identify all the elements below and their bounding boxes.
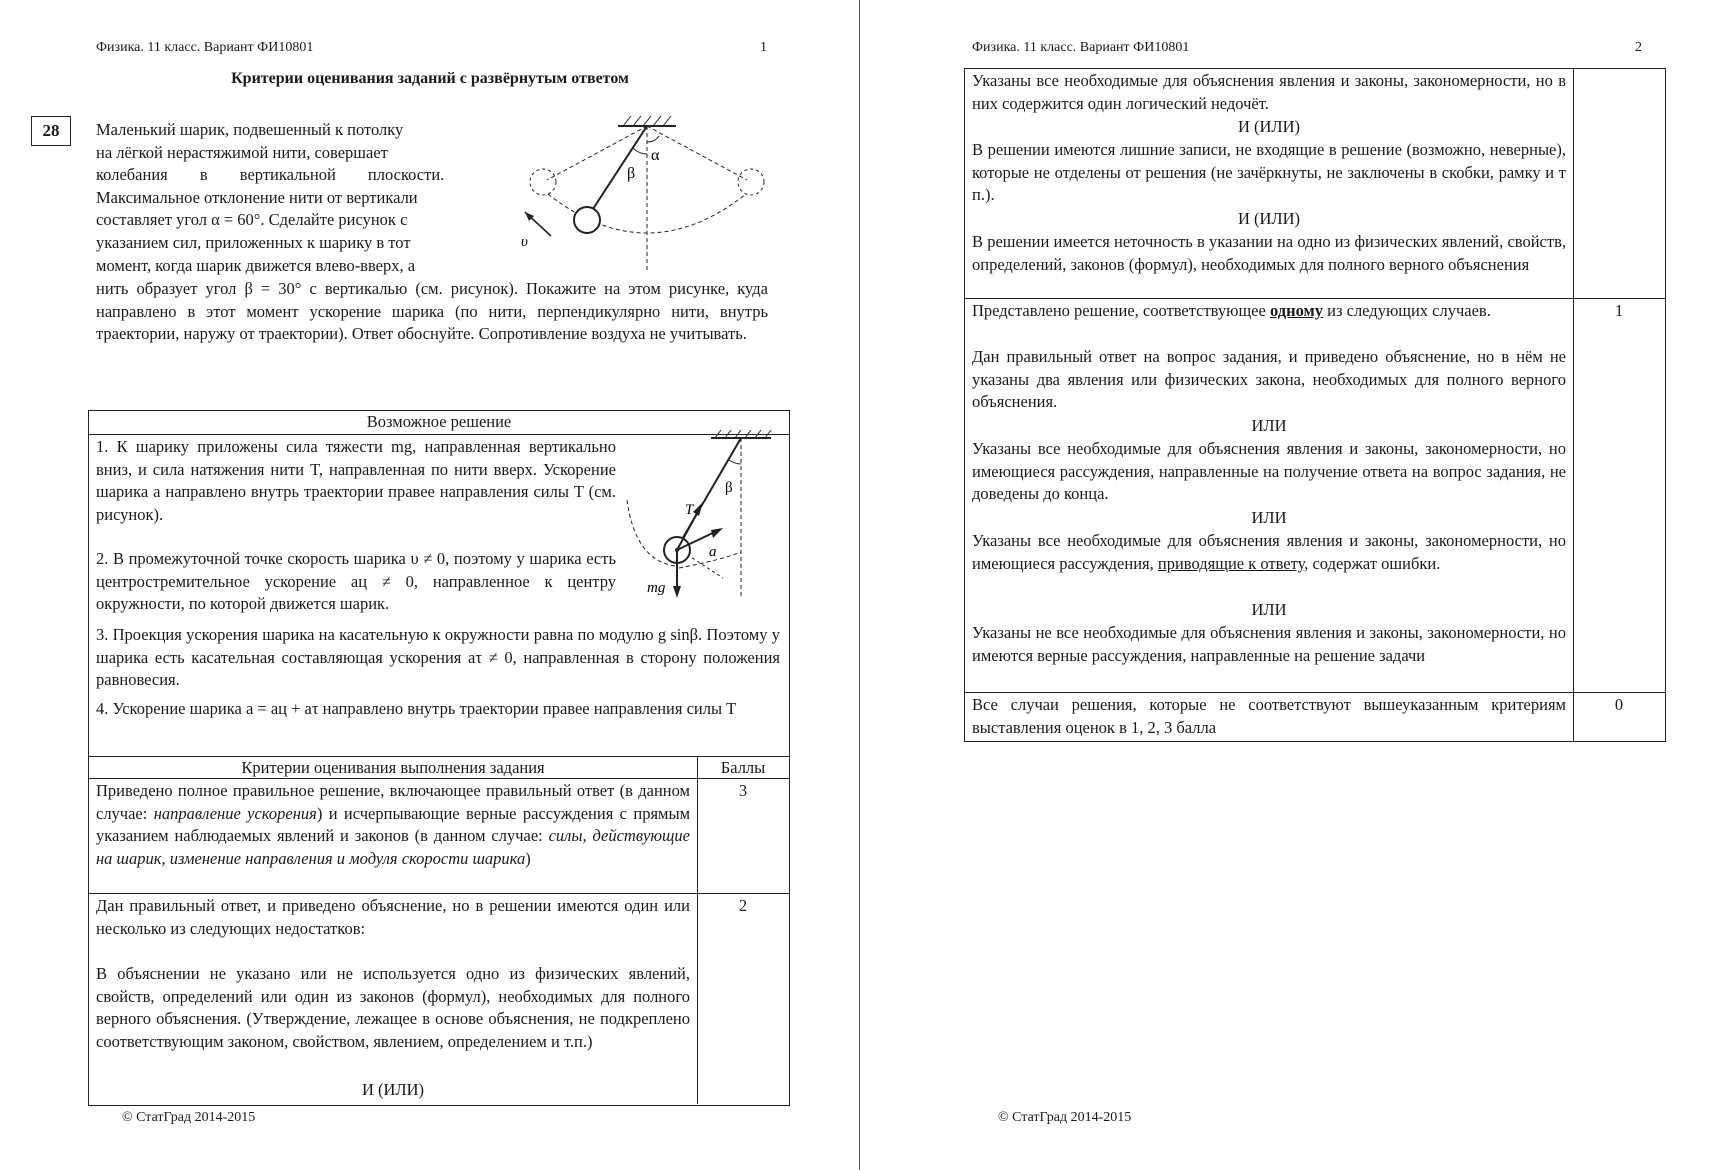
score-header: Баллы	[720, 758, 766, 777]
task-intro	[96, 119, 496, 277]
intro-line: колебания в вертикальной плоскости.	[96, 165, 445, 185]
score-0: 0	[1614, 695, 1624, 714]
page-2	[861, 0, 1714, 1170]
or-separator: ИЛИ	[1251, 416, 1287, 435]
criterion-1-case-b: Указаны все необходимые для объяснения явления и законы, закономерности, но имеющиеся рассуждения, направленные на получение ответа на вопрос задания, не доведены до конца.	[972, 439, 1566, 504]
intro-line: Маленький шарик, подвешенный к потолку	[96, 120, 404, 139]
criterion-2-case-d: В решении имеется неточность в указании на одно из физических явлений, свойств, определений, законов (формул), необходимых для полного верного объяснения	[972, 232, 1566, 274]
intro-line: составляет угол α = 60°. Сделайте рисунок с	[96, 210, 408, 230]
pendulum-figure	[515, 112, 775, 272]
criterion-1-case-c: Указаны все необходимые для объяснения явления и законы, закономерности, но имеющиеся рассуждения, приводящие к ответу, содержат ошибки.	[972, 531, 1566, 573]
criterion-2-case-b: Указаны все необходимые для объяснения явления и законы, закономерности, но в них содержится один логический недочёт.	[972, 71, 1566, 113]
alpha-label: α	[651, 147, 660, 164]
row-divider	[964, 692, 1665, 693]
criterion-3: Приведено полное правильное решение, включающее правильный ответ (в данном случае: направление ускорения) и исчерпывающие верные рассуждения с прямым указанием наблюдаемых явлений и законов (в данном случае: силы, действующие на шарик, изменение направления и модуля скорости шарика)	[96, 781, 691, 869]
criterion-2-case-c: В решении имеются лишние записи, не входящие в решение (возможно, неверные), которые не отделены от решения (не зачёркнуты, не заключены в скобки, рамку и т п.).	[972, 140, 1566, 205]
page-title: Критерии оценивания заданий с развёрнутым ответом	[231, 70, 629, 87]
page-footer: © СтатГрад 2014-2015	[998, 1110, 1132, 1125]
solution-header: Возможное решение	[366, 412, 512, 431]
beta-label: β	[725, 480, 733, 496]
page-footer: © СтатГрад 2014-2015	[122, 1110, 256, 1125]
or-separator: И (ИЛИ)	[1237, 117, 1301, 136]
or-separator: ИЛИ	[1251, 600, 1287, 619]
task-number: 28	[31, 116, 71, 146]
or-separator: И (ИЛИ)	[1237, 209, 1301, 228]
criterion-2-intro: Дан правильный ответ, и приведено объяснение, но в решении имеются один или несколько из следующих недостатков:	[96, 896, 690, 938]
row-divider	[964, 298, 1665, 299]
solution-step-3: 3. Проекция ускорения шарика на касательную к окружности равна по модулю g sinβ. Поэтому у шарика есть касательная составляющая ускорения aτ ≠ 0, направленная в сторону положения равновесия.	[96, 625, 780, 690]
score-1: 1	[1614, 301, 1624, 320]
criterion-1-intro: Представлено решение, соответствующее одному из следующих случаев.	[972, 301, 1491, 320]
page-number: 1	[760, 40, 767, 55]
beta-label: β	[627, 165, 636, 182]
solution-step-2: 2. В промежуточной точке скорость шарика υ ≠ 0, поэтому у шарика есть центростремительное ускорение aц ≠ 0, направленное к центру окружности, по которой движется шарик.	[96, 549, 616, 614]
criterion-1-case-d: Указаны не все необходимые для объяснения явления и законы, закономерности, но имеются верные рассуждения, направленные на решение задачи	[972, 623, 1566, 665]
criterion-2-case: В объяснении не указано или не используется одно из физических явлений, свойств, определений или один из законов (формул), необходимых для полного верного объяснения. (Утверждение, лежащее в основе объяснения, не подкреплено соответствующим законом, свойством, явлением, определением и т.п.)	[96, 964, 690, 1052]
score-2: 2	[738, 896, 748, 915]
acceleration-label: a	[709, 544, 717, 560]
page-header: Физика. 11 класс. Вариант ФИ10801	[96, 40, 314, 55]
row-divider	[88, 893, 789, 894]
column-divider	[697, 756, 698, 1104]
intro-line: Максимальное отклонение нити от вертикали	[96, 187, 418, 207]
criterion-0: Все случаи решения, которые не соответствуют вышеуказанным критериям выставления оценок в 1, 2, 3 балла	[972, 695, 1566, 737]
gravity-label: mg	[647, 580, 666, 596]
intro-line: момент, когда шарик движется влево-вверх, а	[96, 255, 416, 275]
column-divider	[1573, 68, 1574, 741]
tension-label: T	[685, 502, 694, 518]
score-3: 3	[738, 781, 748, 800]
criteria-header: Критерии оценивания выполнения задания	[241, 758, 545, 777]
criterion-1-case-a: Дан правильный ответ на вопрос задания, и приведено объяснение, но в нём не указаны два явления или физических закона, необходимых для полного верного объяснения.	[972, 347, 1566, 412]
solution-step-1: 1. К шарику приложены сила тяжести mg, направленная вертикально вниз, и сила натяжения нити T, направленная по нити вверх. Ускорение шарика a направлено внутрь траектории правее направления силы T (см. рисунок).	[96, 437, 616, 525]
page-header: Физика. 11 класс. Вариант ФИ10801	[972, 40, 1190, 55]
row-divider	[88, 778, 789, 779]
or-separator: И (ИЛИ)	[361, 1080, 425, 1099]
force-diagram	[625, 430, 775, 600]
intro-line: на лёгкой нерастяжимой нити, совершает	[96, 142, 388, 162]
page-number: 2	[1635, 40, 1642, 55]
solution-step-4: 4. Ускорение шарика a = aц + aτ направлено внутрь траектории правее направления силы T	[96, 699, 737, 718]
velocity-label: υ	[521, 234, 528, 250]
task-intro-continued: нить образует угол β = 30° с вертикалью (см. рисунок). Покажите на этом рисунке, куда направлено в этот момент ускорение шарика (по нити, перпендикулярно нити, внутрь траектории, наружу от траектории). Ответ обоснуйте. Сопротивление воздуха не учитывать.	[96, 279, 768, 344]
or-separator: ИЛИ	[1251, 508, 1287, 527]
intro-line: указанием сил, приложенных к шарику в тот	[96, 232, 411, 252]
